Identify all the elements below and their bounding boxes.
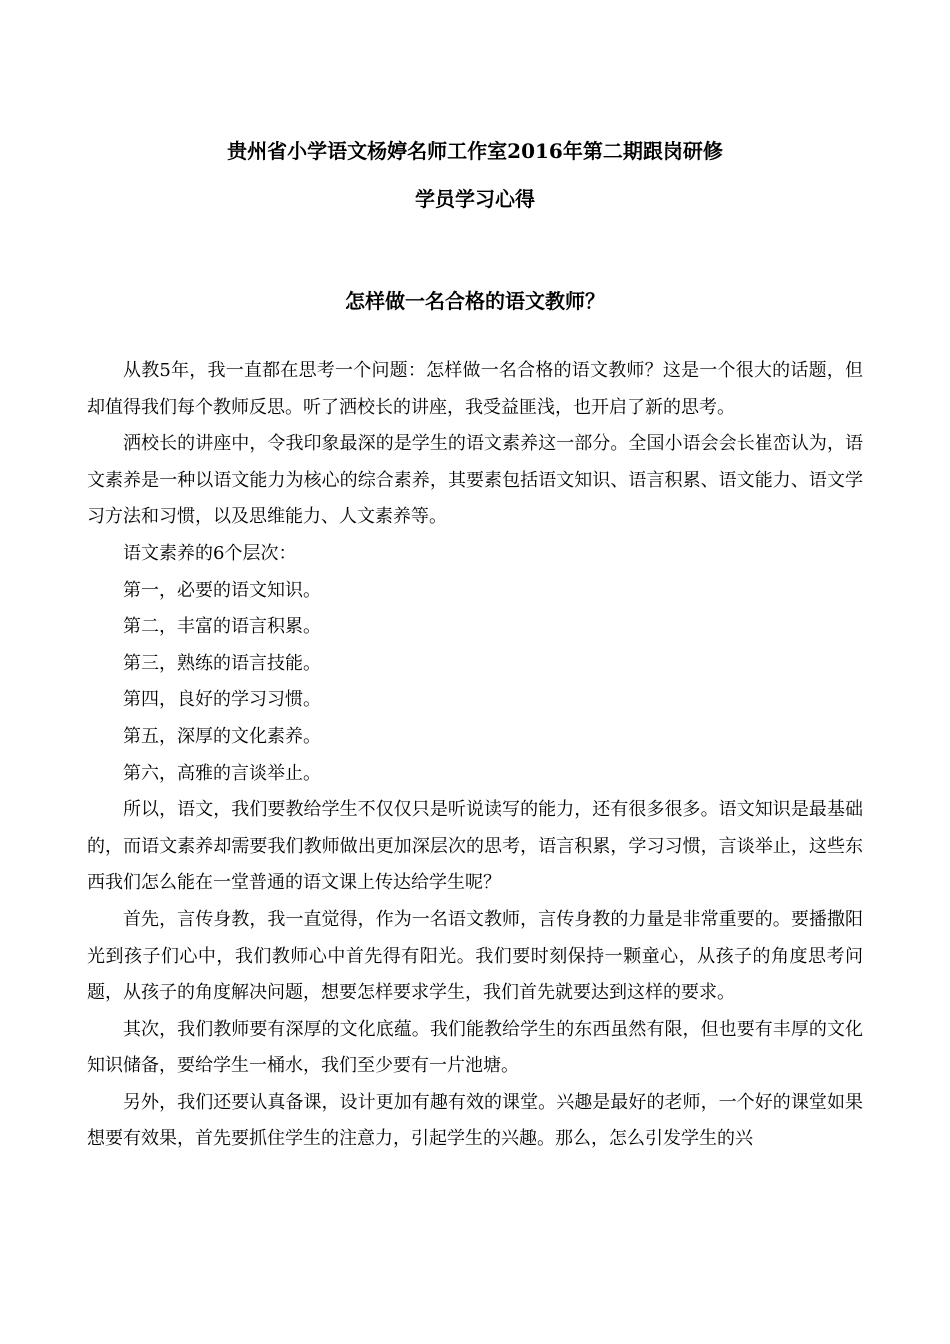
list-item: 第二，丰富的语言积累。: [123, 616, 321, 638]
paragraph: 从教5年，我一直都在思考一个问题：怎样做一名合格的语文教师？这是一个很大的话题，但却值得我们每个教师反思。听了洒校长的讲座，我受益匪浅，也开启了新的思考。: [87, 360, 863, 418]
article-body: [87, 353, 863, 1158]
paragraph: 所以，语文，我们要教给学生不仅仅只是听说读写的能力，还有很多很多。语文知识是最基础的，而语文素养却需要我们教师做出更加深层次的思考，语言积累，学习习惯，言谈举止，这些东西我们怎么能在一堂普通的语文课上传达给学生呢？: [87, 799, 863, 894]
list-item: 第六，高雅的言谈举止。: [123, 762, 321, 784]
list-item: 第一，必要的语文知识。: [123, 579, 321, 601]
article-title: 怎样做一名合格的语文教师？: [345, 289, 605, 313]
paragraph: 洒校长的讲座中，令我印象最深的是学生的语文素养这一部分。全国小语会会长崔峦认为，语文素养是一种以语文能力为核心的综合素养，其要素包括语文知识、语言积累、语文能力、语文学习方法和习惯，以及思维能力、人文素养等。: [87, 433, 863, 528]
list-item: 第三，熟练的语言技能。: [123, 652, 321, 674]
list-item: 第五，深厚的文化素养。: [123, 725, 321, 747]
paragraph: 其次，我们教师要有深厚的文化底蕴。我们能教给学生的东西虽然有限，但也要有丰厚的文化知识储备，要给学生一桶水，我们至少要有一片池塘。: [87, 1018, 863, 1077]
document-title-line-1: 贵州省小学语文杨婷名师工作室2016年第二期跟岗研修: [227, 139, 723, 163]
paragraph: 首先，言传身教，我一直觉得，作为一名语文教师，言传身教的力量是非常重要的。要播撒阳光到孩子们心中，我们教师心中首先得有阳光。我们要时刻保持一颗童心，从孩子的角度思考问题，从孩子的角度解决问题，想要怎样要求学生，我们首先就要达到这样的要求。: [87, 908, 863, 1004]
paragraph: 另外，我们还要认真备课，设计更加有趣有效的课堂。兴趣是最好的老师，一个好的课堂如果想要有效果，首先要抓住学生的注意力，引起学生的兴趣。那么，怎么引发学生的兴: [87, 1091, 863, 1150]
document-title-line-2: 学员学习心得: [415, 187, 535, 211]
list-item: 第四，良好的学习习惯。: [123, 689, 321, 711]
paragraph: 语文素养的6个层次：: [123, 542, 297, 564]
